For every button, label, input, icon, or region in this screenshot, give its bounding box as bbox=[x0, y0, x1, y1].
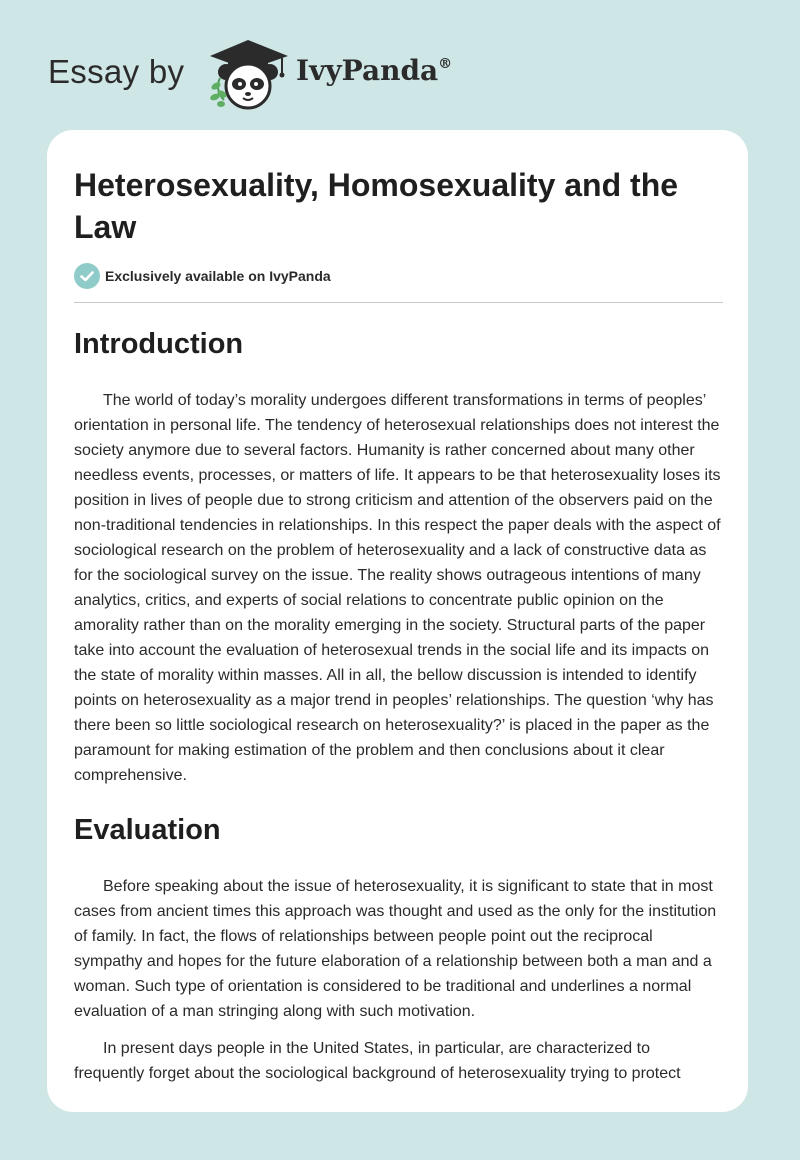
essay-card bbox=[47, 130, 748, 1112]
paragraph: Before speaking about the issue of heterosexuality, it is significant to state that in most cases from ancient times this approach was thought and used as the only for the institution of family. In fact, the flows of relationships between people point out the reciprocal sympathy and hopes for the future elaboration of a relationship between both a man and a woman. Such type of orientation is considered to be traditional and underlines a normal evaluation of a man stringing along with such motivation. bbox=[74, 878, 717, 1020]
section-heading: Introduction bbox=[74, 328, 244, 360]
exclusive-badge-text: Exclusively available on IvyPanda bbox=[105, 268, 331, 284]
essay-body bbox=[74, 320, 724, 1098]
brand-name-text: IvyPanda bbox=[296, 54, 439, 87]
site-header bbox=[48, 34, 468, 114]
paragraph: In present days people in the United States, in particular, are characterized to frequently forget about the sociological background of heterosexuality trying to protect bbox=[74, 1040, 681, 1082]
title-divider bbox=[74, 302, 723, 303]
brand-name bbox=[296, 54, 452, 87]
paragraph: The world of today’s morality undergoes different transformations in terms of peoples’ orientation in personal life. The tendency of heterosexual relationships does not interest the society anymore due to several factors. Humanity is rather concerned about many other needless events, processes, or matters of life. It appears to be that heterosexuality loses its position in lives of people due to strong criticism and attention of the observers paid on the non-traditional tendencies in relationships. In this respect the paper deals with the aspect of sociological research on the problem of heterosexuality and a lack of constructive data as for the sociological survey on the issue. The reality shows outrageous intentions of many analytics, critics, and experts of social relations to concentrate public opinion on the amorality rather than on the morality emerging in the society. Structural parts of the paper take into account the evaluation of heterosexual trends in the social life and its impacts on the state of morality within masses. All in all, the bellow discussion is intended to identify points on heterosexuality as a major trend in peoples’ relationships. The question ‘why has there been so little sociological research on heterosexuality?’ is placed in the paper as the paramount for making estimation of the problem and then conclusions about it clear comprehensive. bbox=[74, 392, 721, 784]
registered-mark: ® bbox=[438, 56, 453, 72]
section-evaluation bbox=[74, 806, 724, 1086]
ivypanda-logo-icon[interactable] bbox=[202, 34, 294, 110]
page-title: Heterosexuality, Homosexuality and the Law bbox=[74, 167, 679, 245]
section-heading: Evaluation bbox=[74, 814, 221, 846]
exclusive-badge bbox=[74, 262, 331, 290]
check-circle-icon bbox=[74, 263, 100, 289]
brand-prefix: Essay by bbox=[48, 53, 185, 90]
section-introduction bbox=[74, 320, 724, 788]
